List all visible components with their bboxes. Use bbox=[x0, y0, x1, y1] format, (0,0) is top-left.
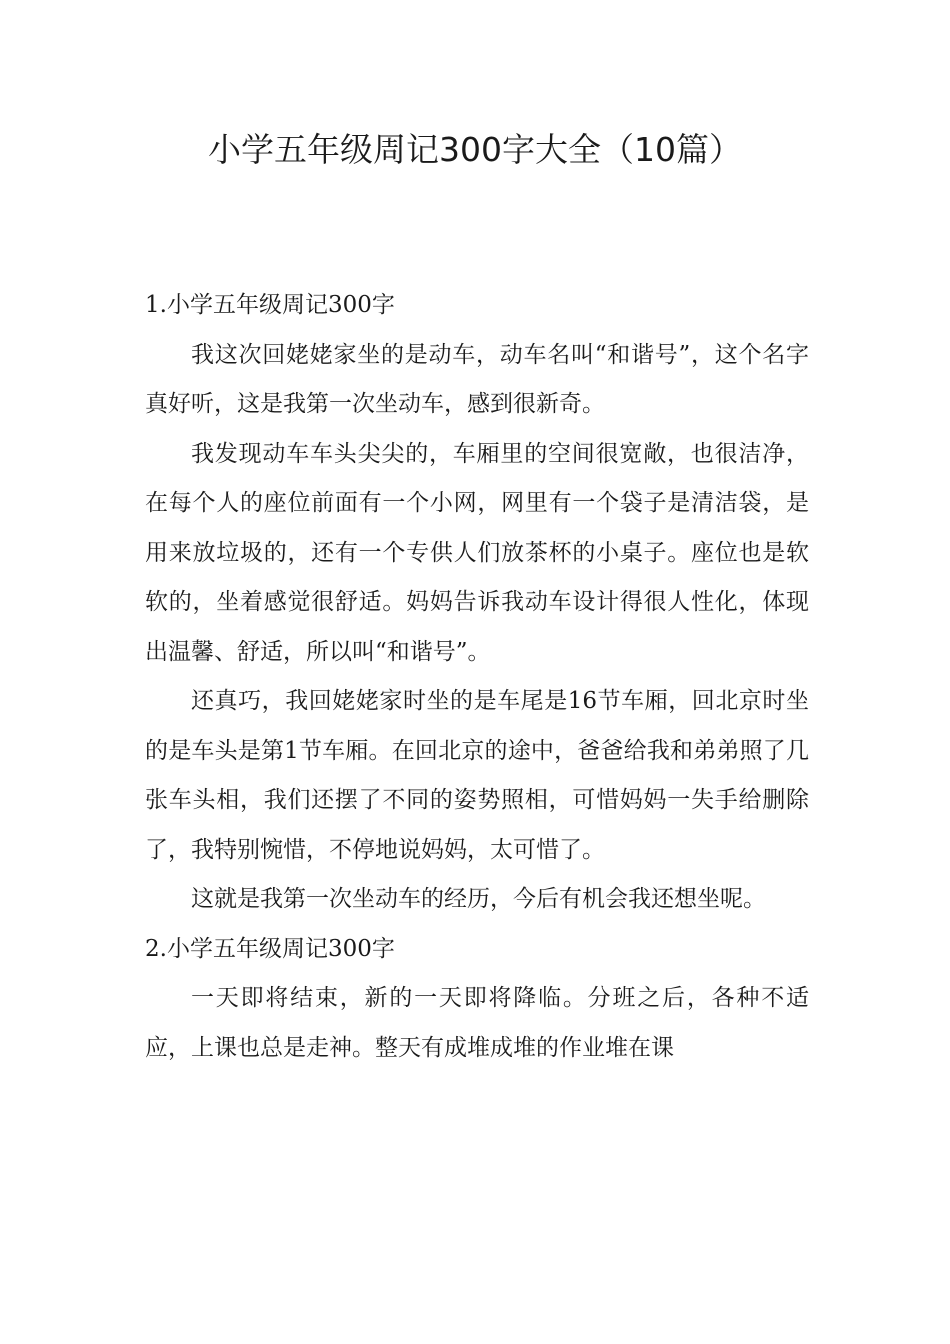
paragraph: 这就是我第一次坐动车的经历，今后有机会我还想坐呢。 bbox=[191, 886, 766, 912]
document-body bbox=[145, 281, 809, 1073]
section-heading: 1.小学五年级周记300字 bbox=[145, 292, 395, 318]
paragraph: 我这次回姥姥家坐的是动车，动车名叫“和谐号”，这个名字真好听，这是我第一次坐动车，感到很新奇。 bbox=[145, 341, 809, 417]
section-heading: 2.小学五年级周记300字 bbox=[145, 935, 395, 962]
page-title: 小学五年级周记300字大全（10篇） bbox=[208, 130, 742, 169]
paragraph: 我发现动车车头尖尖的，车厢里的空间很宽敞，也很洁净，在每个人的座位前面有一个小网，网里有一个袋子是清洁袋，是用来放垃圾的，还有一个专供人们放茶杯的小桌子。座位也是软软的，坐着感觉很舒适。妈妈告诉我动车设计得很人性化，体现出温馨、舒适，所以叫“和谐号”。 bbox=[145, 440, 809, 665]
paragraph: 还真巧，我回姥姥家时坐的是车尾是16节车厢，回北京时坐的是车头是第1节车厢。在回北京的途中，爸爸给我和弟弟照了几张车头相，我们还摆了不同的姿势照相，可惜妈妈一失手给删除了，我特别惋惜，不停地说妈妈，太可惜了。 bbox=[145, 688, 809, 863]
paragraph: 一天即将结束，新的一天即将降临。分班之后，各种不适应，上课也总是走神。整天有成堆成堆的作业堆在课 bbox=[145, 985, 809, 1061]
